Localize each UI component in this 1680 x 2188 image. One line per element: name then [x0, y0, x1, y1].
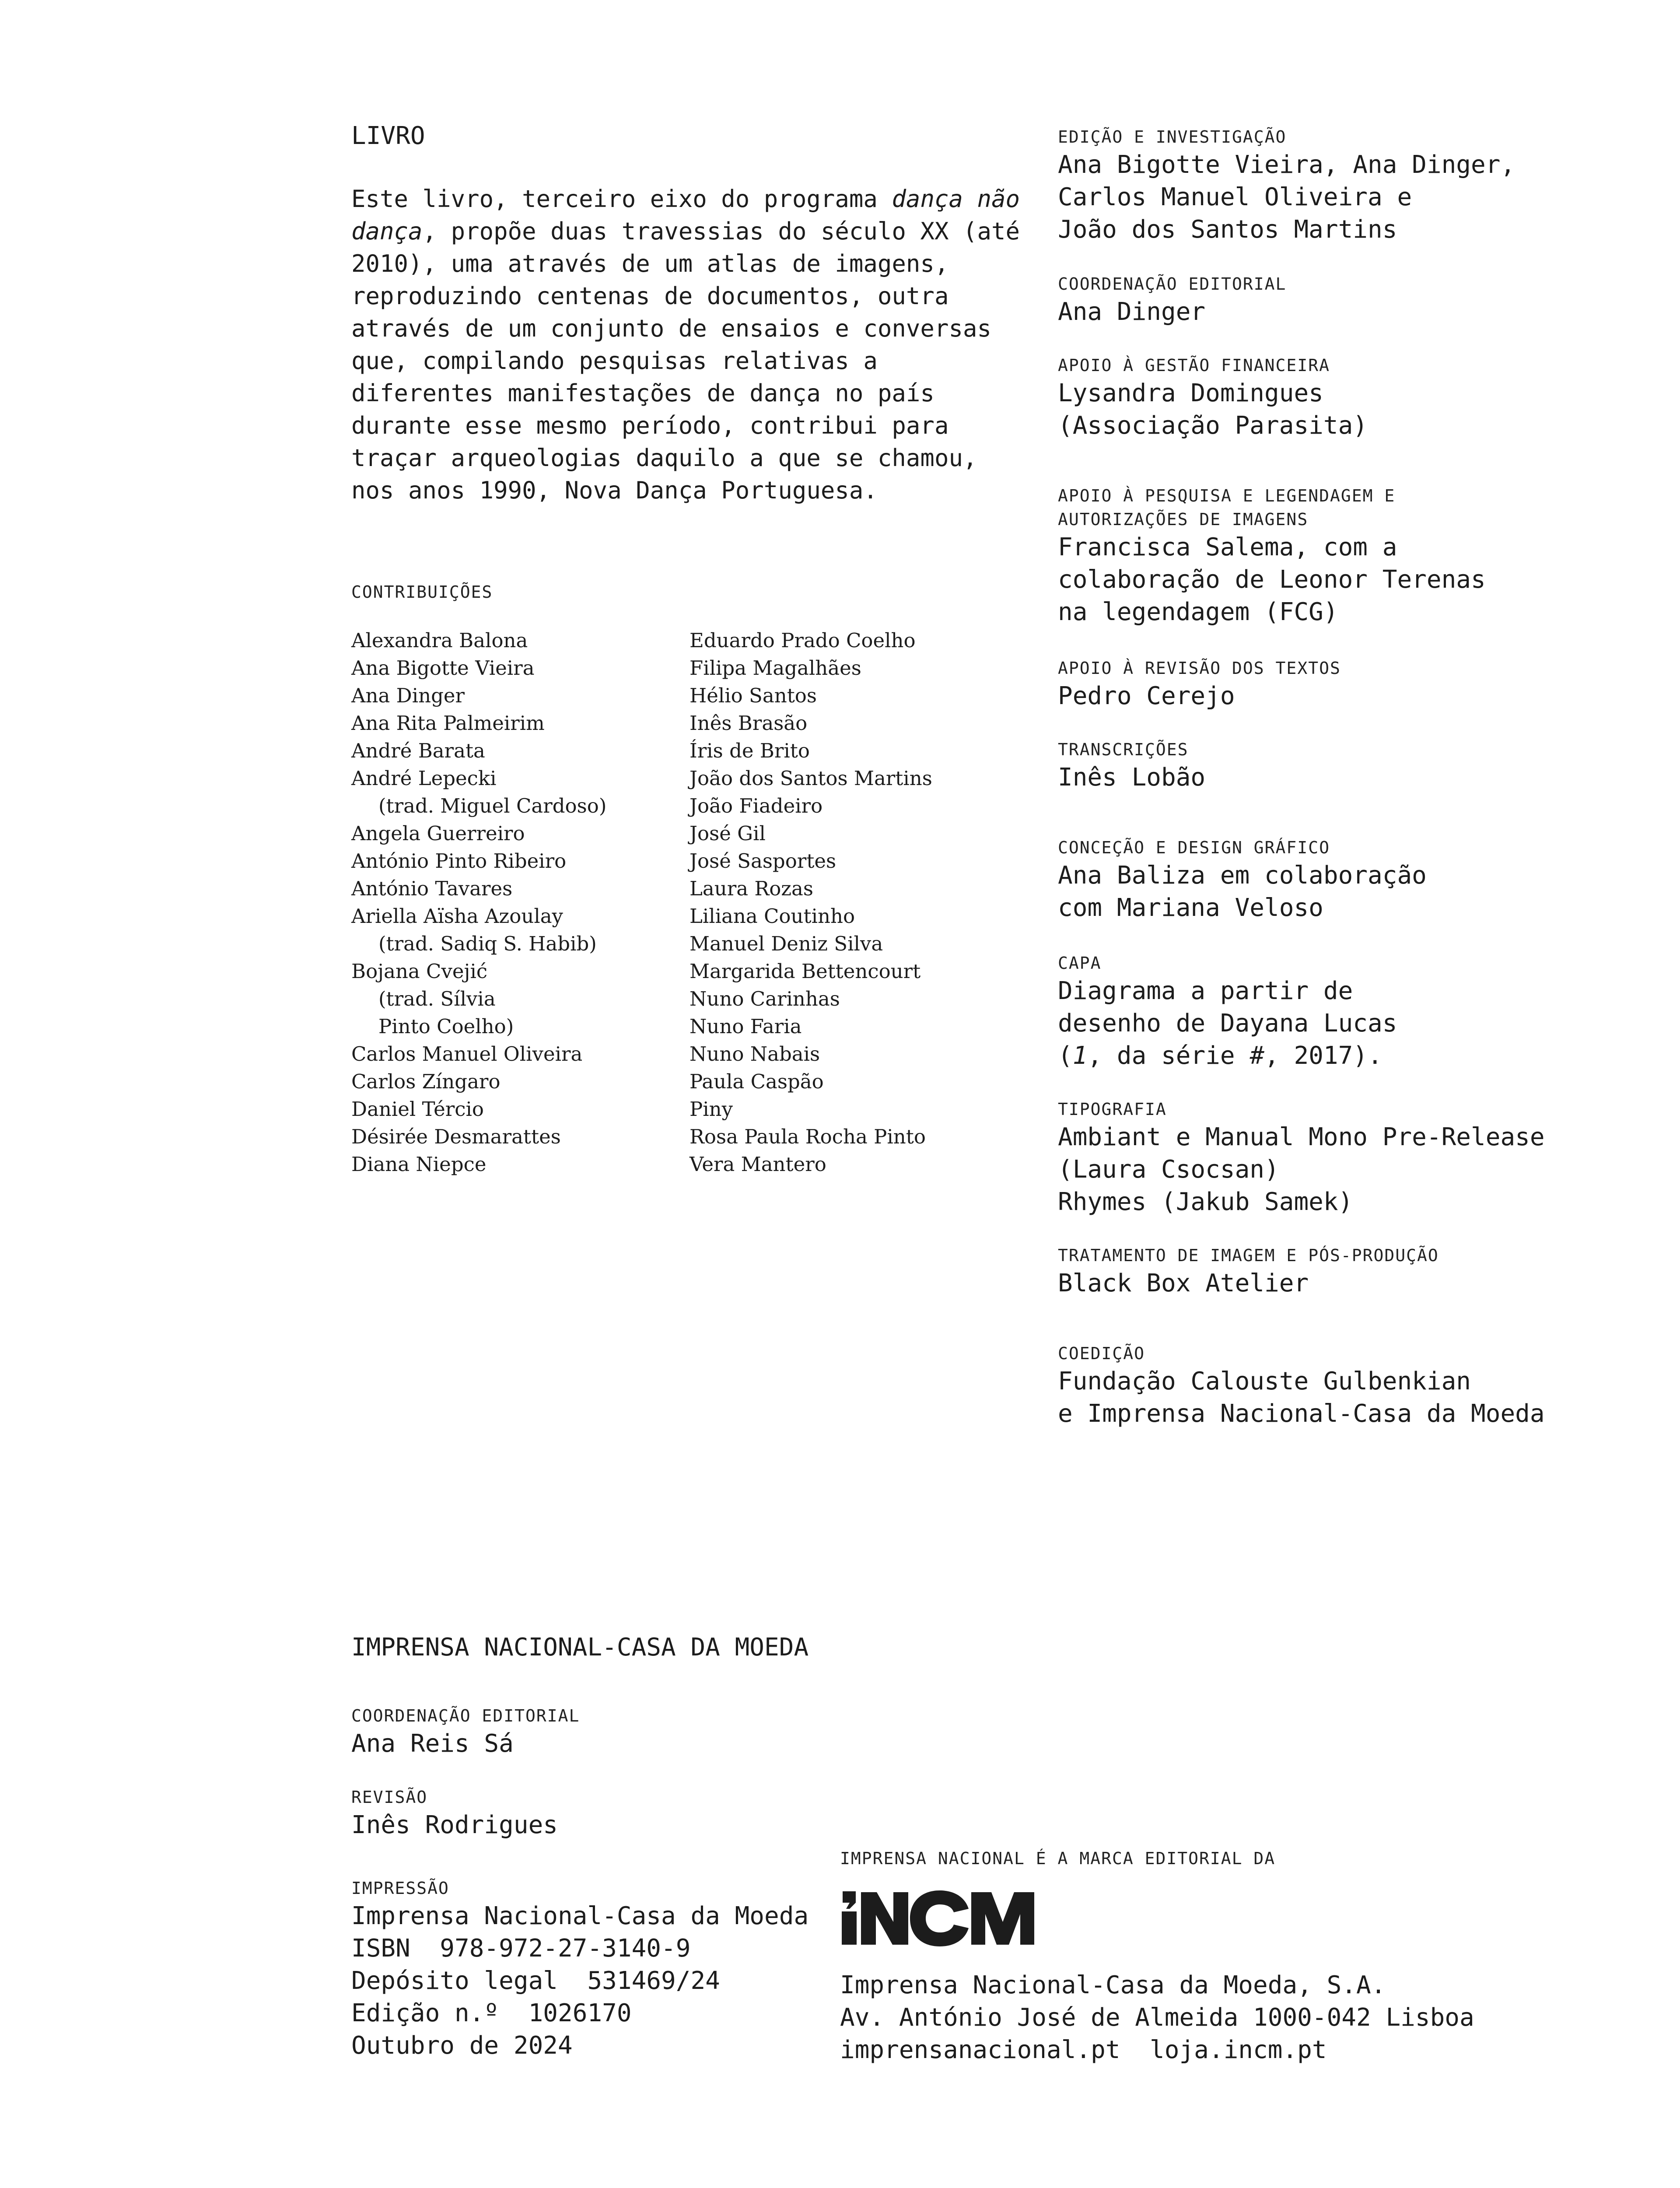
credit-label: TRATAMENTO DE IMAGEM E PÓS-PRODUÇÃO	[1058, 1246, 1439, 1265]
credit-value	[1058, 859, 1427, 924]
contributor-name: Ana Rita Palmeirim	[351, 712, 545, 735]
credit-line: com Mariana Veloso	[1058, 894, 1323, 922]
credit-label: COORDENAÇÃO EDITORIAL	[351, 1706, 580, 1725]
credit-value	[1058, 1121, 1545, 1218]
credit-value: Ana Dinger	[1058, 298, 1206, 326]
livro-heading: LIVRO	[351, 122, 425, 150]
contributor-name: Nuno Carinhas	[690, 987, 840, 1010]
contributors-column-2	[690, 627, 932, 1178]
contributor-name: Angela Guerreiro	[351, 822, 525, 845]
credit-label: TRANSCRIÇÕES	[1058, 740, 1189, 759]
credit-value	[1058, 377, 1368, 442]
deposito-legal: Depósito legal 531469/24	[351, 1967, 720, 1995]
intro-text-start: Este livro, terceiro eixo do programa	[351, 185, 892, 213]
contributor-name: Íris de Brito	[690, 739, 810, 762]
credit-line: Lysandra Domingues	[1058, 379, 1323, 407]
credit-value	[1058, 1365, 1545, 1430]
contributor-name: Rosa Paula Rocha Pinto	[690, 1125, 926, 1148]
credit-line: Francisca Salema, com a	[1058, 533, 1397, 561]
credit-label: APOIO À GESTÃO FINANCEIRA	[1058, 356, 1330, 375]
credit-line: Imprensa Nacional-Casa da Moeda	[351, 1902, 809, 1930]
credit-line: na legendagem (FCG)	[1058, 598, 1338, 626]
credit-label: EDIÇÃO E INVESTIGAÇÃO	[1058, 127, 1287, 147]
contributor-name: João dos Santos Martins	[690, 767, 932, 790]
credit-label: COORDENAÇÃO EDITORIAL	[1058, 274, 1287, 294]
text-part: (	[1058, 1041, 1073, 1070]
incm-revisao	[351, 1785, 558, 1841]
artwork-title: 1	[1072, 1041, 1088, 1070]
publication-date: Outubro de 2024	[351, 2031, 573, 2060]
credit-value	[351, 1900, 808, 2062]
contributor-name: Ariella Aïsha Azoulay	[351, 905, 563, 928]
credit-label	[1058, 484, 1486, 531]
credit-line: Rhymes (Jakub Samek)	[1058, 1188, 1353, 1216]
intro-program-title: dança não dança	[351, 185, 1020, 245]
incm-logo	[840, 1890, 1041, 1946]
contributor-translator: (trad. Sílvia	[378, 987, 496, 1010]
text-part: , da série	[1087, 1041, 1250, 1070]
contributor-name: Carlos Manuel Oliveira	[351, 1042, 583, 1066]
credit-revisao-textos	[1058, 656, 1341, 712]
contributor-name: Liliana Coutinho	[690, 905, 855, 928]
contributor-name: André Barata	[351, 739, 485, 762]
contributor-translator: (trad. Miguel Cardoso)	[378, 794, 607, 817]
incm-impressao	[351, 1876, 808, 2062]
credit-value	[1058, 531, 1486, 628]
credit-line	[1058, 1040, 1397, 1072]
incm-address	[840, 1969, 1474, 2066]
contributor-name: Vera Mantero	[690, 1153, 826, 1176]
credit-tipografia	[1058, 1098, 1545, 1218]
credit-value: Ana Reis Sá	[351, 1729, 514, 1758]
credit-value	[1058, 149, 1515, 246]
contributor-name: Margarida Bettencourt	[690, 960, 921, 983]
incm-coordenacao	[351, 1704, 580, 1760]
contributor-name: André Lepecki	[351, 767, 497, 790]
contributor-name: Hélio Santos	[690, 684, 817, 707]
credit-value: Black Box Atelier	[1058, 1269, 1309, 1297]
contributor-name: José Sasportes	[690, 849, 836, 873]
contributor-name: Carlos Zíngaro	[351, 1070, 500, 1093]
edicao-numero: Edição n.º 1026170	[351, 1999, 632, 2027]
contributor-name: Daniel Tércio	[351, 1098, 484, 1121]
credit-coordenacao	[1058, 272, 1286, 328]
credit-design	[1058, 836, 1427, 924]
intro-text-rest: , propõe duas travessias do século XX (até 2010), uma através de um atlas de imagens, reproduzindo centenas de documentos, outra através de um conjunto de ensaios e conversas que, compilando pesquisas relativas a diferentes manifestações de dança no país durante esse mesmo período, contribui para traçar arqueologias daquilo a que se chamou, nos anos 1990, Nova Dança Portuguesa.	[351, 217, 1020, 504]
isbn: ISBN 978-972-27-3140-9	[351, 1934, 691, 1963]
contributor-name: Piny	[690, 1098, 733, 1121]
credit-label-line: AUTORIZAÇÕES DE IMAGENS	[1058, 510, 1309, 529]
marca-editorial-label: IMPRENSA NACIONAL É A MARCA EDITORIAL DA	[840, 1849, 1276, 1868]
livro-intro	[351, 183, 1034, 507]
contributor-name: Nuno Faria	[690, 1015, 802, 1038]
contributor-name: José Gil	[690, 822, 766, 845]
credit-line: João dos Santos Martins	[1058, 215, 1397, 244]
credit-line: (Laura Csocsan)	[1058, 1155, 1279, 1184]
credit-label-line: APOIO À PESQUISA E LEGENDAGEM E	[1058, 486, 1396, 505]
credit-line: e Imprensa Nacional-Casa da Moeda	[1058, 1399, 1545, 1428]
credit-pesquisa	[1058, 484, 1486, 628]
credit-label: CAPA	[1058, 954, 1102, 973]
contributor-name: Ana Bigotte Vieira	[351, 656, 535, 680]
credit-line: (Associação Parasita)	[1058, 411, 1368, 440]
contributor-name: Manuel Deniz Silva	[690, 932, 883, 955]
credit-value: Inês Lobão	[1058, 763, 1206, 792]
contributor-name: João Fiadeiro	[690, 794, 823, 817]
credit-line: Carlos Manuel Oliveira e	[1058, 183, 1412, 211]
contributor-translator: Pinto Coelho)	[378, 1015, 514, 1038]
contributor-name: Inês Brasão	[690, 712, 808, 735]
credit-label: IMPRESSÃO	[351, 1879, 449, 1898]
contributor-name: Filipa Magalhães	[690, 656, 861, 680]
contributor-name: Désirée Desmarattes	[351, 1125, 561, 1148]
credit-line: colaboração de Leonor Terenas	[1058, 565, 1486, 594]
contributor-translator: (trad. Sadiq S. Habib)	[378, 932, 597, 955]
credit-line: Ana Bigotte Vieira, Ana Dinger,	[1058, 151, 1516, 179]
credit-capa	[1058, 951, 1397, 1072]
incm-heading: IMPRENSA NACIONAL-CASA DA MOEDA	[351, 1633, 809, 1662]
credit-line: Fundação Calouste Gulbenkian	[1058, 1367, 1471, 1396]
contributors-column-1	[351, 627, 606, 1178]
credit-line: Ambiant e Manual Mono Pre-Release	[1058, 1123, 1545, 1151]
credit-value	[1058, 975, 1397, 1072]
credit-line: Ana Baliza em colaboração	[1058, 861, 1427, 890]
credit-label: APOIO À REVISÃO DOS TEXTOS	[1058, 659, 1341, 678]
credit-value: Inês Rodrigues	[351, 1811, 558, 1839]
contributor-name: António Tavares	[351, 877, 513, 900]
contributor-name: Laura Rozas	[690, 877, 813, 900]
credit-line: Diagrama a partir de	[1058, 977, 1353, 1005]
credit-edicao	[1058, 125, 1515, 246]
contributor-name: Paula Caspão	[690, 1070, 824, 1093]
contribuicoes-heading: CONTRIBUIÇÕES	[351, 582, 493, 602]
credit-transcricoes	[1058, 738, 1205, 794]
street-address: Av. António José de Almeida 1000-042 Lisboa	[840, 2003, 1474, 2032]
contributor-name: Bojana Cvejić	[351, 960, 488, 983]
company-name: Imprensa Nacional-Casa da Moeda, S.A.	[840, 1971, 1386, 1999]
credit-gestao	[1058, 354, 1368, 442]
contributor-name: Alexandra Balona	[351, 629, 528, 652]
contributor-name: Eduardo Prado Coelho	[690, 629, 916, 652]
credit-label: TIPOGRAFIA	[1058, 1100, 1167, 1119]
credit-tratamento	[1058, 1244, 1439, 1300]
text-part: , 2017).	[1264, 1041, 1382, 1070]
credit-coedicao	[1058, 1342, 1545, 1430]
contributor-name: Nuno Nabais	[690, 1042, 820, 1066]
credit-label: COEDIÇÃO	[1058, 1344, 1145, 1363]
contributor-name: Ana Dinger	[351, 684, 465, 707]
contributor-name: Diana Niepce	[351, 1153, 486, 1176]
series-title: #	[1250, 1041, 1265, 1070]
websites: imprensanacional.pt loja.incm.pt	[840, 2036, 1327, 2064]
incm-logo-icon	[840, 1890, 1041, 1946]
credit-line: desenho de Dayana Lucas	[1058, 1009, 1397, 1038]
credit-value: Pedro Cerejo	[1058, 682, 1235, 710]
credit-label: REVISÃO	[351, 1788, 428, 1807]
contributor-name: António Pinto Ribeiro	[351, 849, 567, 873]
credit-label: CONCEÇÃO E DESIGN GRÁFICO	[1058, 838, 1330, 857]
